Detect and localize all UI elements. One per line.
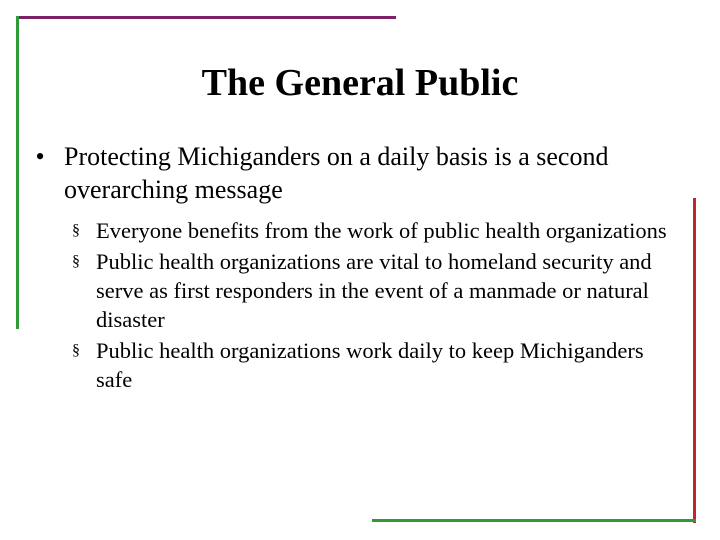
bullet-marker: • bbox=[35, 142, 45, 171]
bullet-list bbox=[30, 140, 670, 396]
sub-bullet-item bbox=[64, 247, 670, 334]
sub-bullet-item bbox=[64, 336, 670, 394]
top-divider-line bbox=[18, 16, 396, 19]
sub-bullet-marker: § bbox=[72, 253, 80, 270]
right-divider-line bbox=[693, 198, 696, 523]
sub-bullet-text: Public health organizations work daily to keep Michiganders safe bbox=[96, 338, 644, 392]
sub-bullet-text: Public health organizations are vital to homeland security and serve as first responders in the event of a manmade or natural disaster bbox=[96, 249, 652, 332]
slide-title: The General Public bbox=[201, 62, 519, 104]
sub-bullet-text: Everyone benefits from the work of public health organizations bbox=[96, 218, 667, 243]
sub-bullet-list bbox=[64, 216, 670, 394]
sub-bullet-marker: § bbox=[72, 342, 80, 359]
bullet-item bbox=[30, 140, 670, 206]
bottom-divider-line bbox=[372, 519, 696, 522]
sub-bullet-marker: § bbox=[72, 222, 80, 239]
sub-bullet-item bbox=[64, 216, 670, 245]
bullet-text: Protecting Michiganders on a daily basis is a second overarching message bbox=[64, 142, 609, 204]
